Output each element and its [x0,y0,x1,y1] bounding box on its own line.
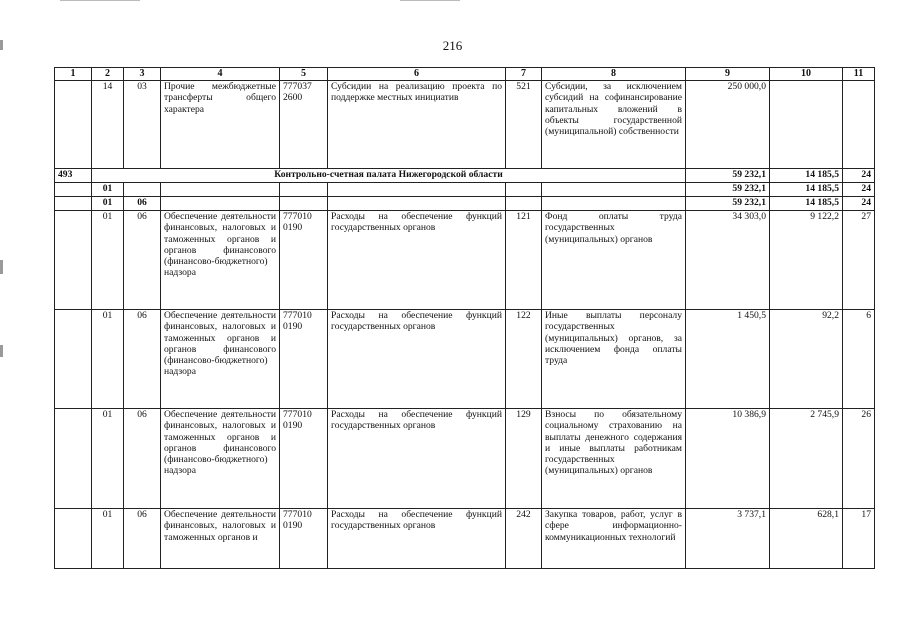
cell: Закупка товаров, работ, услуг в сфере информационно-коммуникационных технологий [542,509,686,569]
cell [328,197,506,211]
cell: 01 [92,409,124,509]
cell: 777010 0190 [280,509,328,569]
cell: 01 [92,197,124,211]
cell: Фонд оплаты труда государственных (муниципальных) органов [542,211,686,310]
cell: Обеспечение деятельности финансовых, налоговых и таможенных органов и [161,509,280,569]
cell [55,211,92,310]
cell: 24 [843,197,875,211]
cell: Взносы по обязательному социальному страхованию на выплаты денежного содержания и иные выплаты работникам государственных (муниципальных) органов [542,409,686,509]
budget-table [54,67,875,569]
organization-row [55,169,875,183]
cell: 92,2 [770,310,843,409]
cell: 121 [506,211,542,310]
organization-title: Контрольно-счетная палата Нижегородской области [92,169,686,183]
cell: 06 [124,197,161,211]
table-row [55,509,875,569]
cell: 242 [506,509,542,569]
cell: 59 232,1 [686,197,770,211]
cell: Обеспечение деятельности финансовых, налоговых и таможенных органов и органов финансового (финансово-бюджетного) надзора [161,211,280,310]
section-row [55,183,875,197]
col-header: 1 [55,68,92,81]
cell [55,197,92,211]
cell: 27 [843,211,875,310]
cell [55,310,92,409]
cell: Расходы на обеспечение функций государственных органов [328,211,506,310]
cell [506,197,542,211]
table-row [55,310,875,409]
cell [161,183,280,197]
cell: Обеспечение деятельности финансовых, налоговых и таможенных органов и органов финансового (финансово-бюджетного) надзора [161,409,280,509]
cell: 14 185,5 [770,197,843,211]
cell: 777010 0190 [280,310,328,409]
cell: 10 386,9 [686,409,770,509]
cell [55,509,92,569]
table-row [55,81,875,169]
table-row [55,409,875,509]
col-header: 2 [92,68,124,81]
cell: 06 [124,211,161,310]
cell: 26 [843,409,875,509]
column-number-header [55,68,875,81]
cell: Иные выплаты персоналу государственных (муниципальных) органов, за исключением фонда оплаты труда [542,310,686,409]
col-header: 11 [843,68,875,81]
cell: 9 122,2 [770,211,843,310]
cell [280,183,328,197]
cell [542,183,686,197]
cell: 59 232,1 [686,169,770,183]
cell: 122 [506,310,542,409]
cell [124,183,161,197]
cell: 06 [124,310,161,409]
cell: Субсидии на реализацию проекта по поддержке местных инициатив [328,81,506,169]
scan-edge-mark [0,260,3,274]
col-header: 8 [542,68,686,81]
cell: 628,1 [770,509,843,569]
cell: 3 737,1 [686,509,770,569]
cell: 24 [843,183,875,197]
cell: 777010 0190 [280,211,328,310]
cell: 06 [124,409,161,509]
cell: 01 [92,183,124,197]
cell: 777037 2600 [280,81,328,169]
cell [280,197,328,211]
cell: 24 [843,169,875,183]
cell: 01 [92,211,124,310]
col-header: 10 [770,68,843,81]
col-header: 6 [328,68,506,81]
cell [770,81,843,169]
col-header: 7 [506,68,542,81]
cell: 01 [92,310,124,409]
cell: 1 450,5 [686,310,770,409]
col-header: 9 [686,68,770,81]
cell: 6 [843,310,875,409]
cell: 14 185,5 [770,169,843,183]
cell: 34 303,0 [686,211,770,310]
cell [161,197,280,211]
cell: 777010 0190 [280,409,328,509]
cell [843,81,875,169]
cell: Расходы на обеспечение функций государственных органов [328,310,506,409]
cell [328,183,506,197]
cell [506,183,542,197]
cell: 250 000,0 [686,81,770,169]
col-header: 3 [124,68,161,81]
cell [55,81,92,169]
cell: Расходы на обеспечение функций государственных органов [328,409,506,509]
cell: 14 [92,81,124,169]
col-header: 5 [280,68,328,81]
cell: 01 [92,509,124,569]
cell: 14 185,5 [770,183,843,197]
cell: 493 [55,169,92,183]
cell: Расходы на обеспечение функций государственных органов [328,509,506,569]
cell: 06 [124,509,161,569]
page-number: 216 [442,38,463,53]
col-header: 4 [161,68,280,81]
scan-edge-mark [0,345,3,357]
cell: 03 [124,81,161,169]
subsection-row [55,197,875,211]
cell [55,409,92,509]
cell: 129 [506,409,542,509]
cell: 59 232,1 [686,183,770,197]
cell: 521 [506,81,542,169]
cell [542,197,686,211]
cell: Прочие межбюджетные трансферты общего характера [161,81,280,169]
cell: 17 [843,509,875,569]
cell [55,183,92,197]
cell: 2 745,9 [770,409,843,509]
table-row [55,211,875,310]
cell: Субсидии, за исключением субсидий на софинансирование капитальных вложений в объекты государственной (муниципальной) собственности [542,81,686,169]
scan-top-rule [60,0,140,1]
cell: Обеспечение деятельности финансовых, налоговых и таможенных органов и органов финансового (финансово-бюджетного) надзора [161,310,280,409]
scan-top-rule [400,0,460,1]
